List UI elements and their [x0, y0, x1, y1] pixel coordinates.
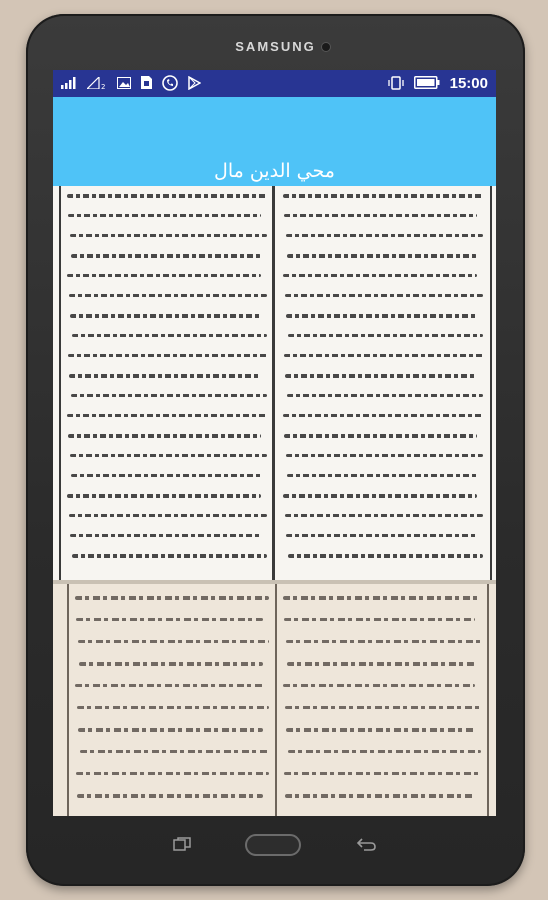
script-line	[288, 554, 483, 558]
back-icon	[356, 837, 376, 851]
script-line	[286, 534, 477, 537]
script-line	[78, 728, 263, 732]
script-line	[69, 514, 267, 517]
script-line	[286, 234, 483, 237]
script-line	[70, 314, 261, 318]
script-line	[285, 514, 483, 517]
script-line	[284, 618, 475, 621]
page-border-right	[487, 584, 489, 816]
script-line	[285, 294, 483, 297]
page-border-left	[67, 584, 69, 816]
script-line	[283, 494, 477, 498]
device-screen	[53, 70, 496, 816]
script-line	[71, 254, 261, 258]
script-line	[69, 374, 261, 378]
whatsapp-icon	[162, 75, 178, 93]
script-line	[67, 494, 261, 498]
script-line	[78, 640, 269, 643]
script-line	[68, 354, 267, 357]
app-bar	[53, 97, 496, 186]
script-line	[288, 334, 483, 337]
script-line	[283, 414, 483, 417]
script-line	[70, 534, 261, 537]
script-line	[71, 394, 267, 397]
vibrate-icon	[388, 76, 404, 92]
script-line	[287, 254, 477, 258]
page-column-divider	[272, 186, 275, 580]
script-line	[284, 772, 481, 775]
script-line	[285, 374, 477, 378]
script-line	[287, 662, 475, 666]
script-line	[287, 474, 477, 477]
signal-icon	[61, 77, 77, 91]
script-line	[286, 454, 483, 457]
script-line	[72, 554, 267, 558]
script-line	[71, 474, 261, 477]
signal-2-icon	[87, 77, 107, 91]
home-button[interactable]	[245, 834, 301, 856]
script-line	[286, 728, 475, 732]
image-icon	[117, 77, 131, 91]
page-border-left	[59, 186, 61, 580]
script-line	[70, 234, 267, 237]
page-border-right	[490, 186, 492, 580]
script-line	[283, 684, 475, 687]
battery-icon	[414, 76, 440, 91]
script-line	[76, 618, 263, 621]
script-line	[67, 274, 261, 277]
script-line	[68, 214, 261, 217]
script-line	[283, 596, 481, 600]
script-line	[284, 214, 477, 217]
script-line	[284, 434, 477, 438]
script-line	[283, 274, 477, 277]
script-line	[284, 354, 483, 357]
script-line	[69, 294, 267, 297]
script-line	[285, 706, 481, 709]
script-line	[286, 314, 477, 318]
recent-apps-icon	[173, 837, 191, 851]
script-line	[70, 454, 267, 457]
quran-page-image-top[interactable]	[53, 186, 496, 580]
device-brand: SAMSUNG	[235, 39, 316, 54]
status-time: 15:00	[449, 75, 488, 92]
script-line	[285, 794, 475, 798]
script-line	[67, 414, 267, 417]
script-line	[79, 662, 263, 666]
play-store-icon	[188, 76, 201, 92]
script-line	[286, 640, 481, 643]
script-line	[75, 596, 269, 600]
script-line	[80, 750, 269, 753]
script-line	[67, 194, 267, 198]
script-line	[77, 706, 269, 709]
script-line	[75, 684, 263, 687]
script-line	[287, 394, 483, 397]
page-column-divider	[275, 584, 277, 816]
script-line	[288, 750, 481, 753]
app-title: محي الدين مال	[214, 160, 335, 182]
svg-text:2: 2	[101, 82, 106, 89]
front-camera	[322, 43, 330, 51]
recent-apps-button[interactable]	[173, 836, 191, 855]
quran-page-image-bottom[interactable]	[53, 584, 496, 816]
script-line	[283, 194, 483, 198]
status-bar	[53, 70, 496, 97]
back-button[interactable]	[356, 836, 376, 855]
script-line	[77, 794, 263, 798]
sim-icon	[141, 76, 152, 91]
script-line	[76, 772, 269, 775]
script-line	[72, 334, 267, 337]
script-line	[68, 434, 261, 438]
